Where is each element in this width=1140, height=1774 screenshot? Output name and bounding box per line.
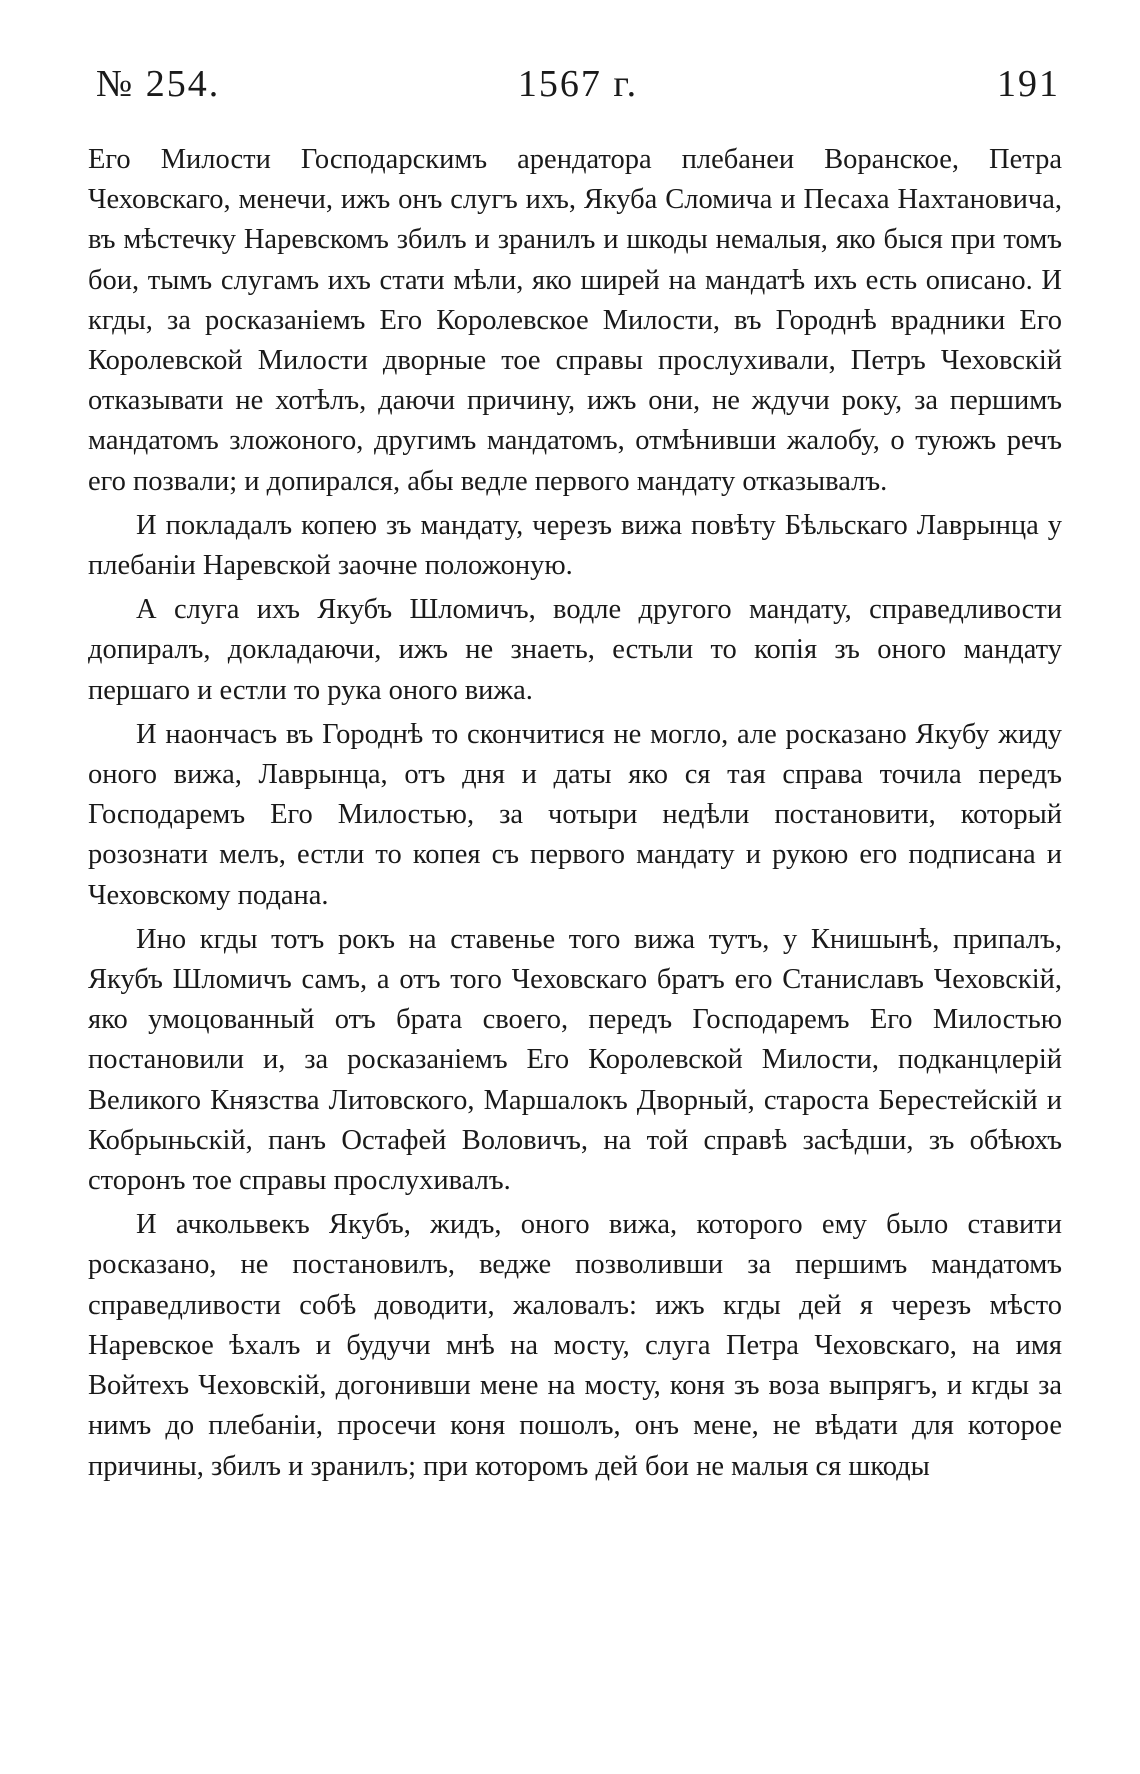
paragraph: Ино кгды тотъ рокъ на ставенье того вижа тутъ, у Книшынѣ, припалъ, Якубъ Шломичъ самъ, а отъ того Чеховскаго братъ его Станиславъ Чеховскій, яко умоцованный отъ брата своего, передъ Господаремъ Его Милостью постановили и, за росказаніемъ Его Королевской Милости, подканцлерій Великого Князства Литовского, Маршалокъ Дворный, староста Берестейскій и Кобрыньскій, панъ Остафей Воловичъ, на той справѣ засѣдши, зъ обѣюхъ сторонъ тое справы прослухивалъ. bbox=[88, 923, 1062, 1197]
document-year: 1567 г. bbox=[517, 63, 639, 105]
paragraph: И покладалъ копею зъ мандату, черезъ вижа повѣту Бѣльскаго Лаврынца у плебаніи Наревской заочне положоную. bbox=[88, 509, 1062, 582]
page-header bbox=[96, 62, 1060, 106]
document-number: № 254. bbox=[96, 63, 221, 105]
paragraph: И ачкольвекъ Якубъ, жидъ, оного вижа, которого ему было ставити росказано, не постановилъ, ведже позволивши за першимъ мандатомъ справедливости собѣ доводити, жаловалъ: ижъ кгды дей я черезъ мѣсто Наревское ѣхалъ и будучи мнѣ на мосту, слуга Петра Чеховскаго, на имя Войтехъ Чеховскій, догонивши мене на мосту, коня зъ воза выпрягъ, и кгды за нимъ до плебаніи, просечи коня пошолъ, онъ мене, не вѣдати для которое причины, збилъ и зранилъ; при которомъ дей бои не малыя ся шкоды bbox=[88, 1209, 1062, 1482]
paragraph: И наончасъ въ Городнѣ то скончитися не могло, але росказано Якубу жиду оного вижа, Лаврынца, отъ дня и даты яко ся тая справа точила передъ Господаремъ Его Милостью, за чотыри недѣли постановити, который розознати мелъ, естли то копея съ первого мандату и рукою его подписана и Чеховскому подана. bbox=[88, 718, 1062, 911]
document-body bbox=[88, 140, 1062, 1491]
paragraph: А слуга ихъ Якубъ Шломичъ, водле другого мандату, справедливости допиралъ, докладаючи, ижъ не знаеть, естьли то копія зъ оного мандату першаго и естли то рука оного вижа. bbox=[88, 594, 1062, 706]
page-number: 191 bbox=[997, 63, 1060, 105]
paragraph: Его Милости Господарскимъ арендатора плебанеи Воранское, Петра Чеховскаго, менечи, ижъ онъ слугъ ихъ, Якуба Сломича и Песаха Нахтановича, въ мѣстечку Наревскомъ збилъ и зранилъ и шкоды немалыя, яко быся при томъ бои, тымъ слугамъ ихъ стати мѣли, яко ширей на мандатѣ ихъ есть описано. И кгды, за росказаніемъ Его Королевское Милости, въ Городнѣ врадники Его Королевской Милости дворные тое справы прослухивали, Петръ Чеховскій отказывати не хотѣлъ, даючи причину, ижъ они, не ждучи року, за першимъ мандатомъ зложоного, другимъ мандатомъ, отмѣнивши жалобу, о туюжъ речъ его позвали; и допирался, абы ведле первого мандату отказывалъ. bbox=[88, 144, 1062, 497]
